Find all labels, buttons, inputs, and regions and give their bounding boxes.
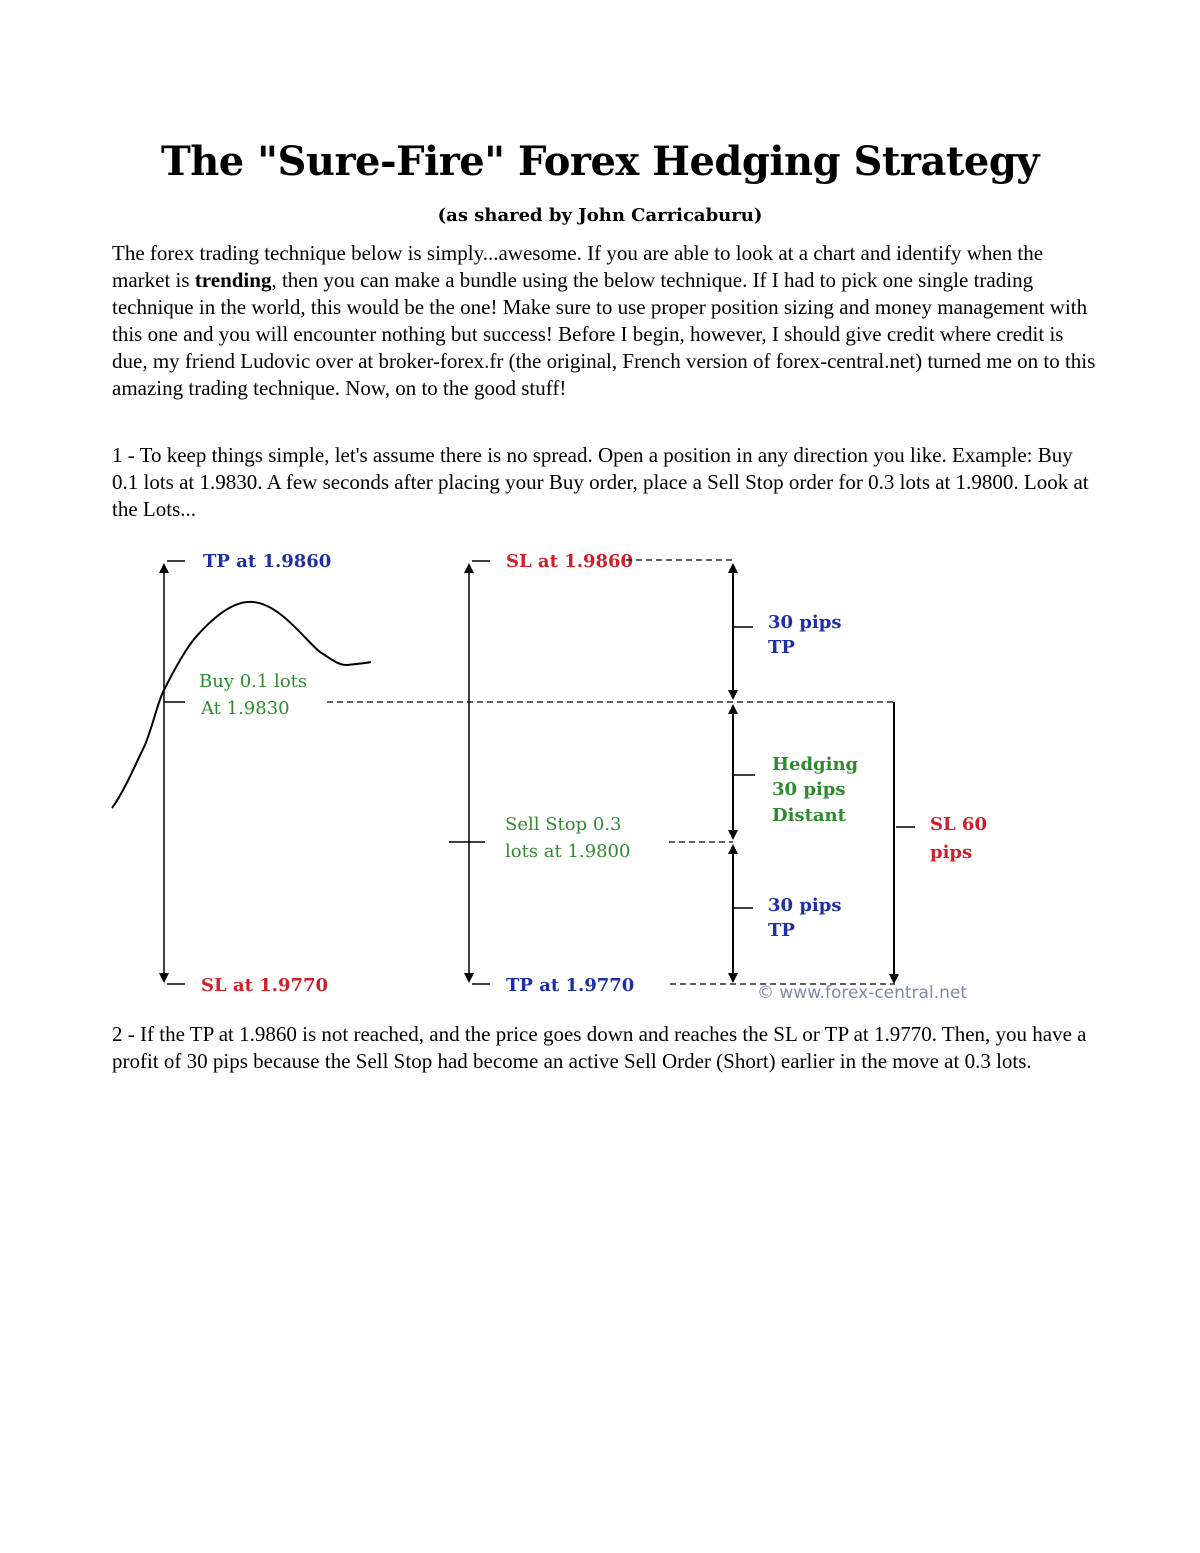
watermark: © www.forex-central.net <box>757 983 967 1003</box>
bottom-pips-label-line1: 30 pips <box>768 895 842 916</box>
intro-text-start: The forex trading technique below is simply...awesome. If you are able to look at a chart and identify when the market is <box>112 241 1044 292</box>
intro-text-end: , then you can make a bundle using the below technique. If I had to pick one single trading technique in the world, this would be the one! Make sure to use proper position sizing and money management with this one and you will encounter nothing but success! Before I begin, however, I should give credit where credit is due, my friend Ludovic over at broker-forex.fr (the original, French version of forex-central.net) turned me on to this amazing trading technique. Now, on to the good stuff! <box>112 268 1096 400</box>
left-sl-label: SL at 1.9770 <box>201 975 329 996</box>
sl60-label-line2: pips <box>930 842 973 863</box>
left-tp-label: TP at 1.9860 <box>203 551 332 572</box>
top-pips-label-line2: TP <box>768 637 795 658</box>
hedge-label-line2: 30 pips <box>772 779 846 800</box>
bottom-pips-label-line2: TP <box>768 920 795 941</box>
middle-tp-label: TP at 1.9770 <box>506 975 635 996</box>
buy-label-line1: Buy 0.1 lots <box>199 671 308 692</box>
document-subtitle: (as shared by John Carricaburu) <box>437 205 763 226</box>
hedging-diagram <box>105 540 1005 1010</box>
buy-label-line2: At 1.9830 <box>201 698 290 719</box>
hedge-label-line1: Hedging <box>772 754 859 775</box>
step-1-paragraph: 1 - To keep things simple, let's assume there is no spread. Open a position in any direction you like. Example: Buy 0.1 lots at 1.9830. A few seconds after placing your Buy order, place a Sell Stop order for 0.3 lots at 1.9800. Look at the Lots... <box>112 443 1089 521</box>
sl60-label-line1: SL 60 <box>930 814 987 835</box>
sell-stop-label-line1: Sell Stop 0.3 <box>505 814 622 835</box>
step-2-paragraph: 2 - If the TP at 1.9860 is not reached, and the price goes down and reaches the SL or TP at 1.9770. Then, you have a profit of 30 pips because the Sell Stop had become an active Sell Order (Short) earlier in the move at 0.3 lots. <box>112 1022 1087 1073</box>
top-pips-label-line1: 30 pips <box>768 612 842 633</box>
intro-bold-word: trending <box>194 268 272 292</box>
intro-paragraph <box>112 240 1097 402</box>
document-title: The "Sure-Fire" Forex Hedging Strategy <box>160 138 1040 185</box>
sell-stop-label-line2: lots at 1.9800 <box>505 841 631 862</box>
middle-sl-label: SL at 1.9860 <box>506 551 634 572</box>
hedge-label-line3: Distant <box>772 805 846 826</box>
